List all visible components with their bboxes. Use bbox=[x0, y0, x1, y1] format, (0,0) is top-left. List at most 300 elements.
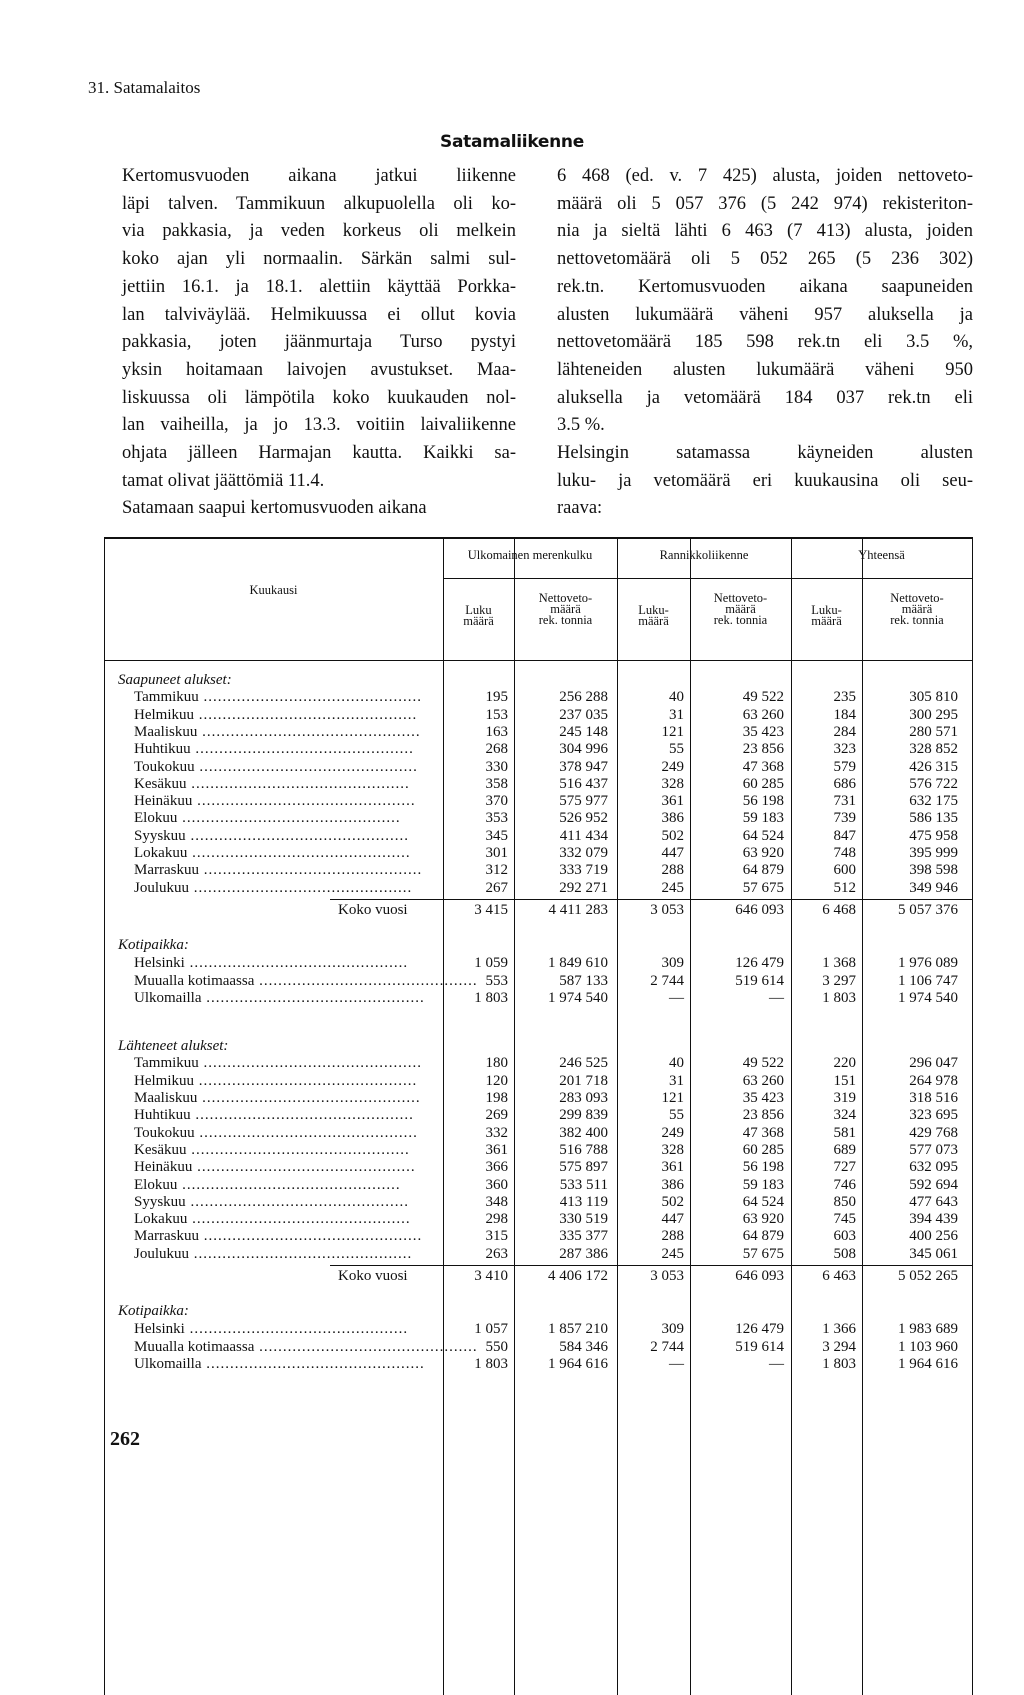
table-cell: 305 810 bbox=[909, 689, 958, 706]
table-cell: 1 974 540 bbox=[548, 989, 608, 1006]
table-cell: — bbox=[769, 1355, 784, 1372]
table-cell: 63 920 bbox=[742, 1211, 784, 1228]
table-cell: 184 bbox=[833, 706, 856, 723]
row-label-text: Toukokuu bbox=[134, 758, 195, 775]
table-cell: 55 bbox=[669, 1107, 684, 1124]
row-label bbox=[134, 1142, 430, 1159]
text-line: aluksella ja vetomäärä 184 037 rek.tn eli bbox=[557, 387, 973, 408]
leader-dots: .............................................. bbox=[197, 723, 421, 740]
column-subheader: rek. tonnia bbox=[890, 613, 944, 627]
text-line: liskuussa oli lämpötila koko kuukauden nol- bbox=[122, 387, 516, 408]
total-cell: 5 057 376 bbox=[898, 901, 958, 918]
table-cell: 579 bbox=[833, 758, 856, 775]
leader-dots: .............................................. bbox=[192, 793, 416, 810]
row-label bbox=[134, 1073, 430, 1090]
table-cell: 394 439 bbox=[909, 1211, 958, 1228]
leader-dots: .............................................. bbox=[194, 1124, 418, 1141]
row-label bbox=[134, 1107, 430, 1124]
table-cell: 280 571 bbox=[909, 723, 958, 740]
total-label: Koko vuosi bbox=[338, 1268, 408, 1284]
table-cell: 586 135 bbox=[909, 810, 958, 827]
text-line: lan talviväylää. Helmikuussa ei ollut kovia bbox=[122, 304, 516, 325]
row-label-text: Helsinki bbox=[134, 955, 185, 972]
row-label-text: Syyskuu bbox=[134, 1193, 186, 1210]
leader-dots: .............................................. bbox=[184, 1321, 409, 1338]
column-subheader: rek. tonnia bbox=[538, 613, 593, 627]
column-group-header: Rannikkoliikenne bbox=[659, 548, 749, 562]
table-cell: 263 bbox=[485, 1245, 508, 1262]
row-label-text: Ulkomailla bbox=[134, 1355, 202, 1372]
table-cell: 220 bbox=[833, 1055, 856, 1072]
table-cell: 323 695 bbox=[909, 1107, 958, 1124]
table-cell: 1 366 bbox=[822, 1321, 856, 1338]
table-cell: 386 bbox=[661, 810, 684, 827]
table-rule-vertical bbox=[104, 537, 105, 1695]
table-cell: 686 bbox=[833, 775, 856, 792]
table-cell: 592 694 bbox=[909, 1176, 958, 1193]
leader-dots: .............................................. bbox=[185, 827, 409, 844]
table-cell: 1 368 bbox=[822, 955, 856, 972]
text-line: läpi talven. Tammikuun alkupuolella oli ko- bbox=[122, 193, 516, 214]
column-subheader: määrä bbox=[811, 614, 842, 628]
table-cell: 502 bbox=[661, 827, 684, 844]
table-cell: 526 952 bbox=[559, 810, 608, 827]
column-subheader: Luku- bbox=[811, 603, 842, 617]
table-cell: 411 434 bbox=[559, 827, 608, 844]
text-line: Helsingin satamassa käyneiden alusten bbox=[557, 443, 973, 464]
leader-dots: .............................................. bbox=[194, 706, 418, 723]
table-cell: 1 974 540 bbox=[898, 989, 958, 1006]
body-text-right bbox=[557, 163, 973, 523]
table-cell: 63 260 bbox=[742, 706, 784, 723]
table-cell: 332 bbox=[485, 1124, 508, 1141]
column-subheader: määrä bbox=[725, 602, 756, 616]
table-cell: 3 297 bbox=[822, 972, 856, 989]
table-cell: 1 857 210 bbox=[548, 1321, 608, 1338]
row-label-text: Elokuu bbox=[134, 1176, 178, 1193]
row-label bbox=[134, 990, 430, 1007]
total-cell: 646 093 bbox=[735, 1268, 784, 1284]
table-cell: 180 bbox=[485, 1055, 508, 1072]
table-cell: 63 260 bbox=[742, 1072, 784, 1089]
page-number: 262 bbox=[110, 1428, 140, 1450]
total-cell: 6 468 bbox=[822, 901, 856, 918]
table-cell: 516 437 bbox=[559, 775, 608, 792]
table-cell: 2 744 bbox=[650, 1338, 684, 1355]
text-line: Satamaan saapui kertomusvuoden aikana bbox=[122, 498, 427, 519]
row-label bbox=[134, 793, 430, 810]
table-cell: 319 bbox=[833, 1090, 856, 1106]
leader-dots: .............................................. bbox=[254, 972, 478, 989]
text-line: nia ja sieltä lähti 6 463 (7 413) alusta, joiden bbox=[557, 221, 973, 242]
leader-dots: .............................................. bbox=[194, 1072, 418, 1089]
table-cell: 300 295 bbox=[909, 706, 958, 723]
table-cell: 358 bbox=[485, 775, 508, 792]
table-cell: 576 722 bbox=[909, 775, 958, 792]
leader-dots: .............................................. bbox=[254, 1338, 478, 1355]
column-subheader: määrä bbox=[550, 602, 581, 616]
table-cell: 475 958 bbox=[909, 827, 958, 844]
total-label: Koko vuosi bbox=[338, 901, 408, 918]
row-label-text: Joulukuu bbox=[134, 879, 190, 896]
leader-dots: .............................................. bbox=[194, 758, 418, 775]
leader-dots: .............................................. bbox=[186, 775, 410, 792]
table-cell: 64 879 bbox=[742, 862, 784, 879]
row-label-text: Maaliskuu bbox=[134, 723, 198, 740]
table-cell: 512 bbox=[833, 879, 856, 896]
table-cell: 31 bbox=[669, 1072, 684, 1089]
table-cell: — bbox=[669, 989, 684, 1006]
table-cell: 689 bbox=[833, 1141, 856, 1158]
table-cell: 1 976 089 bbox=[898, 955, 958, 972]
table-cell: 353 bbox=[485, 810, 508, 827]
table-cell: 477 643 bbox=[909, 1193, 958, 1210]
row-label-text: Helmikuu bbox=[134, 706, 194, 723]
row-label-text: Tammikuu bbox=[134, 689, 199, 706]
leader-dots: .............................................. bbox=[201, 989, 425, 1006]
row-label-text: Kesäkuu bbox=[134, 1141, 187, 1158]
row-label bbox=[134, 880, 430, 897]
table-cell: 426 315 bbox=[909, 758, 958, 775]
table-cell: 398 598 bbox=[909, 862, 958, 879]
total-rule bbox=[330, 899, 972, 900]
row-label bbox=[134, 828, 430, 845]
table-cell: 1 103 960 bbox=[898, 1338, 958, 1355]
row-label-text: Tammikuu bbox=[134, 1055, 199, 1072]
total-cell: 3 053 bbox=[650, 1268, 684, 1284]
total-cell: 3 410 bbox=[474, 1268, 508, 1284]
row-label-text: Huhtikuu bbox=[134, 1107, 191, 1124]
row-label bbox=[134, 724, 430, 741]
table-cell: 632 095 bbox=[909, 1159, 958, 1176]
leader-dots: .............................................. bbox=[198, 862, 423, 879]
row-label bbox=[134, 1246, 430, 1263]
text-line: Kertomusvuoden aikana jatkui liikenne bbox=[122, 166, 516, 186]
row-label-text: Muualla kotimaassa bbox=[134, 972, 255, 989]
table-cell: 447 bbox=[661, 845, 684, 861]
table-cell: 508 bbox=[833, 1245, 856, 1262]
text-line: alusten lukumäärä väheni 957 aluksella ja bbox=[557, 304, 973, 325]
leader-dots: .............................................. bbox=[198, 1228, 423, 1245]
column-subheader: Luku bbox=[465, 603, 492, 617]
total-cell: 5 052 265 bbox=[898, 1268, 958, 1284]
column-subheader: Nettoveto- bbox=[890, 591, 944, 605]
table-cell: 284 bbox=[833, 723, 856, 740]
column-subheader: Nettoveto- bbox=[713, 591, 768, 605]
table-cell: 587 133 bbox=[559, 972, 608, 989]
table-cell: 126 479 bbox=[735, 955, 784, 972]
leader-dots: .............................................. bbox=[189, 1245, 413, 1262]
header-rule bbox=[443, 578, 972, 579]
table-cell: 298 bbox=[485, 1211, 508, 1228]
text-line: nettovetomäärä oli 5 052 265 (5 236 302) bbox=[557, 249, 973, 270]
column-subheader: määrä bbox=[901, 602, 933, 616]
table-cell: 60 285 bbox=[742, 1141, 784, 1158]
row-label-text: Ulkomailla bbox=[134, 989, 202, 1006]
table-cell: 292 271 bbox=[559, 879, 608, 896]
row-label-text: Kesäkuu bbox=[134, 775, 187, 792]
row-label-text: Toukokuu bbox=[134, 1124, 195, 1141]
row-label bbox=[134, 1211, 430, 1228]
table-cell: 245 bbox=[661, 1245, 684, 1262]
table-cell: 1 849 610 bbox=[548, 955, 608, 972]
table-cell: 577 073 bbox=[909, 1141, 958, 1158]
table-cell: 516 788 bbox=[559, 1141, 608, 1158]
table-cell: 581 bbox=[833, 1124, 856, 1141]
leader-dots: .............................................. bbox=[190, 741, 414, 758]
text-line: ohjata jälleen Harmajan kautta. Kaikki sa- bbox=[122, 443, 516, 464]
total-cell: 4 406 172 bbox=[548, 1268, 608, 1284]
table-cell: 301 bbox=[485, 845, 508, 861]
row-label bbox=[134, 845, 430, 862]
row-label bbox=[134, 862, 430, 879]
table-cell: 47 368 bbox=[742, 758, 784, 775]
leader-dots: .............................................. bbox=[186, 1141, 410, 1158]
table-cell: 600 bbox=[833, 862, 856, 879]
table-cell: 2 744 bbox=[650, 972, 684, 989]
table-cell: 163 bbox=[485, 723, 508, 740]
row-label-text: Heinäkuu bbox=[134, 793, 193, 810]
table-cell: 59 183 bbox=[742, 810, 784, 827]
row-label-text: Helsinki bbox=[134, 1321, 185, 1338]
table-cell: 361 bbox=[661, 793, 684, 810]
table-cell: 195 bbox=[485, 689, 508, 706]
table-cell: 288 bbox=[661, 862, 684, 879]
table-cell: 57 675 bbox=[742, 879, 784, 896]
table-cell: 296 047 bbox=[909, 1055, 958, 1072]
table-cell: 360 bbox=[485, 1176, 508, 1193]
table-cell: 400 256 bbox=[909, 1228, 958, 1245]
row-label bbox=[134, 1055, 430, 1072]
table-cell: 447 bbox=[661, 1211, 684, 1228]
table-cell: 575 977 bbox=[559, 793, 608, 810]
table-cell: 345 061 bbox=[909, 1245, 958, 1262]
table-cell: 309 bbox=[661, 955, 684, 972]
table-cell: 1 106 747 bbox=[898, 972, 958, 989]
table-cell: 283 093 bbox=[559, 1090, 608, 1106]
table-cell: 256 288 bbox=[559, 689, 608, 706]
running-head: 31. Satamalaitos bbox=[88, 78, 201, 97]
table-cell: 287 386 bbox=[559, 1245, 608, 1262]
table-cell: 315 bbox=[485, 1228, 508, 1245]
table-cell: 370 bbox=[485, 793, 508, 810]
table-cell: 40 bbox=[669, 689, 684, 706]
row-label-text: Lokakuu bbox=[134, 1211, 188, 1228]
column-group-header: Yhteensä bbox=[858, 548, 905, 562]
row-label-text: Syyskuu bbox=[134, 827, 186, 844]
table-cell: 318 516 bbox=[909, 1090, 958, 1106]
table-cell: 1 803 bbox=[474, 989, 508, 1006]
text-line: 6 468 (ed. v. 7 425) alusta, joiden nettoveto- bbox=[557, 166, 973, 186]
total-cell: 3 053 bbox=[650, 901, 684, 918]
text-line: jettiin 16.1. ja 18.1. alettiin käyttää Porkka- bbox=[122, 276, 516, 297]
table-cell: 288 bbox=[661, 1228, 684, 1245]
column-subheader: Nettoveto- bbox=[538, 591, 593, 605]
table-cell: 55 bbox=[669, 741, 684, 758]
table-cell: 1 803 bbox=[822, 1355, 856, 1372]
row-label-text: Heinäkuu bbox=[134, 1159, 193, 1176]
table-cell: 328 bbox=[661, 775, 684, 792]
table-cell: 264 978 bbox=[909, 1072, 958, 1089]
leader-dots: .............................................. bbox=[197, 1090, 421, 1106]
table-cell: 727 bbox=[833, 1159, 856, 1176]
table-cell: 1 964 616 bbox=[898, 1355, 958, 1372]
row-label-text: Helmikuu bbox=[134, 1072, 194, 1089]
table-cell: 249 bbox=[661, 1124, 684, 1141]
table-cell: 64 524 bbox=[742, 1193, 784, 1210]
table-cell: 245 148 bbox=[559, 723, 608, 740]
table-cell: 1 983 689 bbox=[898, 1321, 958, 1338]
row-label bbox=[134, 1194, 430, 1211]
table-cell: 335 377 bbox=[559, 1228, 608, 1245]
table-cell: 1 803 bbox=[474, 1355, 508, 1372]
leader-dots: .............................................. bbox=[201, 1355, 425, 1372]
table-cell: 235 bbox=[833, 689, 856, 706]
table-cell: 63 920 bbox=[742, 845, 784, 861]
table-cell: 361 bbox=[485, 1141, 508, 1158]
total-cell: 3 415 bbox=[474, 901, 508, 918]
row-label bbox=[134, 1177, 430, 1194]
table-cell: 378 947 bbox=[559, 758, 608, 775]
column-subheader: määrä bbox=[638, 614, 669, 628]
table-cell: 584 346 bbox=[559, 1338, 608, 1355]
table-cell: 121 bbox=[661, 723, 684, 740]
text-line: lan vaiheilla, ja jo 13.3. voitiin laivaliikenne bbox=[122, 415, 516, 436]
text-line: 3.5 %. bbox=[557, 415, 605, 436]
row-label bbox=[134, 955, 430, 972]
table-cell: 1 059 bbox=[474, 955, 508, 972]
section-heading: Saapuneet alukset: bbox=[118, 672, 232, 688]
table-cell: 395 999 bbox=[909, 845, 958, 861]
table-cell: 304 996 bbox=[559, 741, 608, 758]
table-cell: 550 bbox=[485, 1338, 508, 1355]
row-label-text: Huhtikuu bbox=[134, 741, 191, 758]
leader-dots: .............................................. bbox=[177, 810, 401, 827]
leader-dots: .............................................. bbox=[177, 1176, 401, 1193]
table-cell: 120 bbox=[485, 1072, 508, 1089]
table-cell: 328 bbox=[661, 1141, 684, 1158]
total-cell: 646 093 bbox=[735, 901, 784, 918]
table-cell: 60 285 bbox=[742, 775, 784, 792]
table-cell: 1 803 bbox=[822, 989, 856, 1006]
text-line: pakkasia, joten jäänmurtaja Turso pystyi bbox=[122, 332, 516, 353]
section-title: Satamaliikenne bbox=[440, 132, 584, 152]
leader-dots: .............................................. bbox=[192, 1159, 416, 1176]
text-line: rek.tn. Kertomusvuoden aikana saapuneiden bbox=[557, 276, 973, 297]
table-cell: 850 bbox=[833, 1193, 856, 1210]
table-cell: 323 bbox=[833, 741, 856, 758]
table-cell: 153 bbox=[485, 706, 508, 723]
text-line: määrä oli 5 057 376 (5 242 974) rekisteriton- bbox=[557, 193, 973, 214]
leader-dots: .............................................. bbox=[184, 955, 409, 972]
table-cell: 40 bbox=[669, 1055, 684, 1072]
table-cell: — bbox=[769, 989, 784, 1006]
row-label bbox=[134, 1338, 478, 1356]
table-cell: 47 368 bbox=[742, 1124, 784, 1141]
table-cell: 299 839 bbox=[559, 1107, 608, 1124]
table-cell: 56 198 bbox=[742, 1159, 784, 1176]
leader-dots: .............................................. bbox=[190, 1107, 414, 1124]
table-cell: 198 bbox=[485, 1090, 508, 1106]
table-cell: 56 198 bbox=[742, 793, 784, 810]
row-label bbox=[134, 1125, 430, 1142]
table-cell: 49 522 bbox=[742, 689, 784, 706]
column-subheader: rek. tonnia bbox=[713, 613, 768, 627]
table-cell: 502 bbox=[661, 1193, 684, 1210]
text-line: luku- ja vetomäärä eri kuukausina oli seu- bbox=[557, 470, 973, 491]
table-cell: 267 bbox=[485, 879, 508, 896]
table-cell: 746 bbox=[833, 1176, 856, 1193]
text-line: tamat olivat jäättömiä 11.4. bbox=[122, 470, 325, 491]
section-heading: Kotipaikka: bbox=[118, 1303, 189, 1319]
table-cell: 35 423 bbox=[742, 1090, 784, 1106]
row-label bbox=[134, 776, 430, 793]
table-cell: 349 946 bbox=[909, 879, 958, 896]
row-label-text: Marraskuu bbox=[134, 862, 199, 879]
table-cell: 151 bbox=[833, 1072, 856, 1089]
leader-dots: .............................................. bbox=[189, 879, 413, 896]
table-cell: 333 719 bbox=[559, 862, 608, 879]
table-cell: 64 524 bbox=[742, 827, 784, 844]
table-cell: — bbox=[669, 1355, 684, 1372]
text-line: lähteneiden alusten lukumäärä väheni 950 bbox=[557, 359, 973, 380]
text-line: nettovetomäärä 185 598 rek.tn eli 3.5 %, bbox=[557, 332, 973, 353]
row-label bbox=[134, 689, 430, 706]
table-cell: 739 bbox=[833, 810, 856, 827]
table-cell: 429 768 bbox=[909, 1124, 958, 1141]
table-cell: 324 bbox=[833, 1107, 856, 1124]
table-cell: 64 879 bbox=[742, 1228, 784, 1245]
row-label-text: Lokakuu bbox=[134, 845, 188, 861]
table-cell: 366 bbox=[485, 1159, 508, 1176]
table-cell: 519 614 bbox=[735, 972, 784, 989]
leader-dots: .............................................. bbox=[187, 845, 411, 861]
table-cell: 745 bbox=[833, 1211, 856, 1228]
row-label-text: Muualla kotimaassa bbox=[134, 1338, 255, 1355]
table-cell: 413 119 bbox=[559, 1193, 608, 1210]
column-subheader: määrä bbox=[463, 614, 494, 628]
row-label bbox=[134, 1090, 430, 1107]
row-label-text: Joulukuu bbox=[134, 1245, 190, 1262]
row-label-text: Elokuu bbox=[134, 810, 178, 827]
row-label-text: Maaliskuu bbox=[134, 1090, 198, 1106]
table-cell: 23 856 bbox=[742, 1107, 784, 1124]
column-header-kuukausi: Kuukausi bbox=[249, 583, 298, 597]
table-cell: 59 183 bbox=[742, 1176, 784, 1193]
leader-dots: .............................................. bbox=[198, 1055, 423, 1072]
table-cell: 23 856 bbox=[742, 741, 784, 758]
table-cell: 49 522 bbox=[742, 1055, 784, 1072]
table-cell: 245 bbox=[661, 879, 684, 896]
row-label bbox=[134, 972, 478, 990]
leader-dots: .............................................. bbox=[185, 1193, 409, 1210]
table-cell: 237 035 bbox=[559, 706, 608, 723]
table-cell: 382 400 bbox=[559, 1124, 608, 1141]
text-line: raava: bbox=[557, 498, 603, 519]
row-label bbox=[134, 1159, 430, 1176]
table-cell: 3 294 bbox=[822, 1338, 856, 1355]
table-cell: 553 bbox=[485, 972, 508, 989]
table-cell: 1 057 bbox=[474, 1321, 508, 1338]
table-cell: 126 479 bbox=[735, 1321, 784, 1338]
total-rule bbox=[330, 1265, 972, 1266]
section-heading: Kotipaikka: bbox=[118, 936, 189, 953]
text-line: koko ajan yli normaalin. Särkän salmi sul- bbox=[122, 249, 516, 270]
table-cell: 345 bbox=[485, 827, 508, 844]
table-cell: 121 bbox=[661, 1090, 684, 1106]
table-cell: 632 175 bbox=[909, 793, 958, 810]
table-top-rule bbox=[104, 537, 972, 539]
